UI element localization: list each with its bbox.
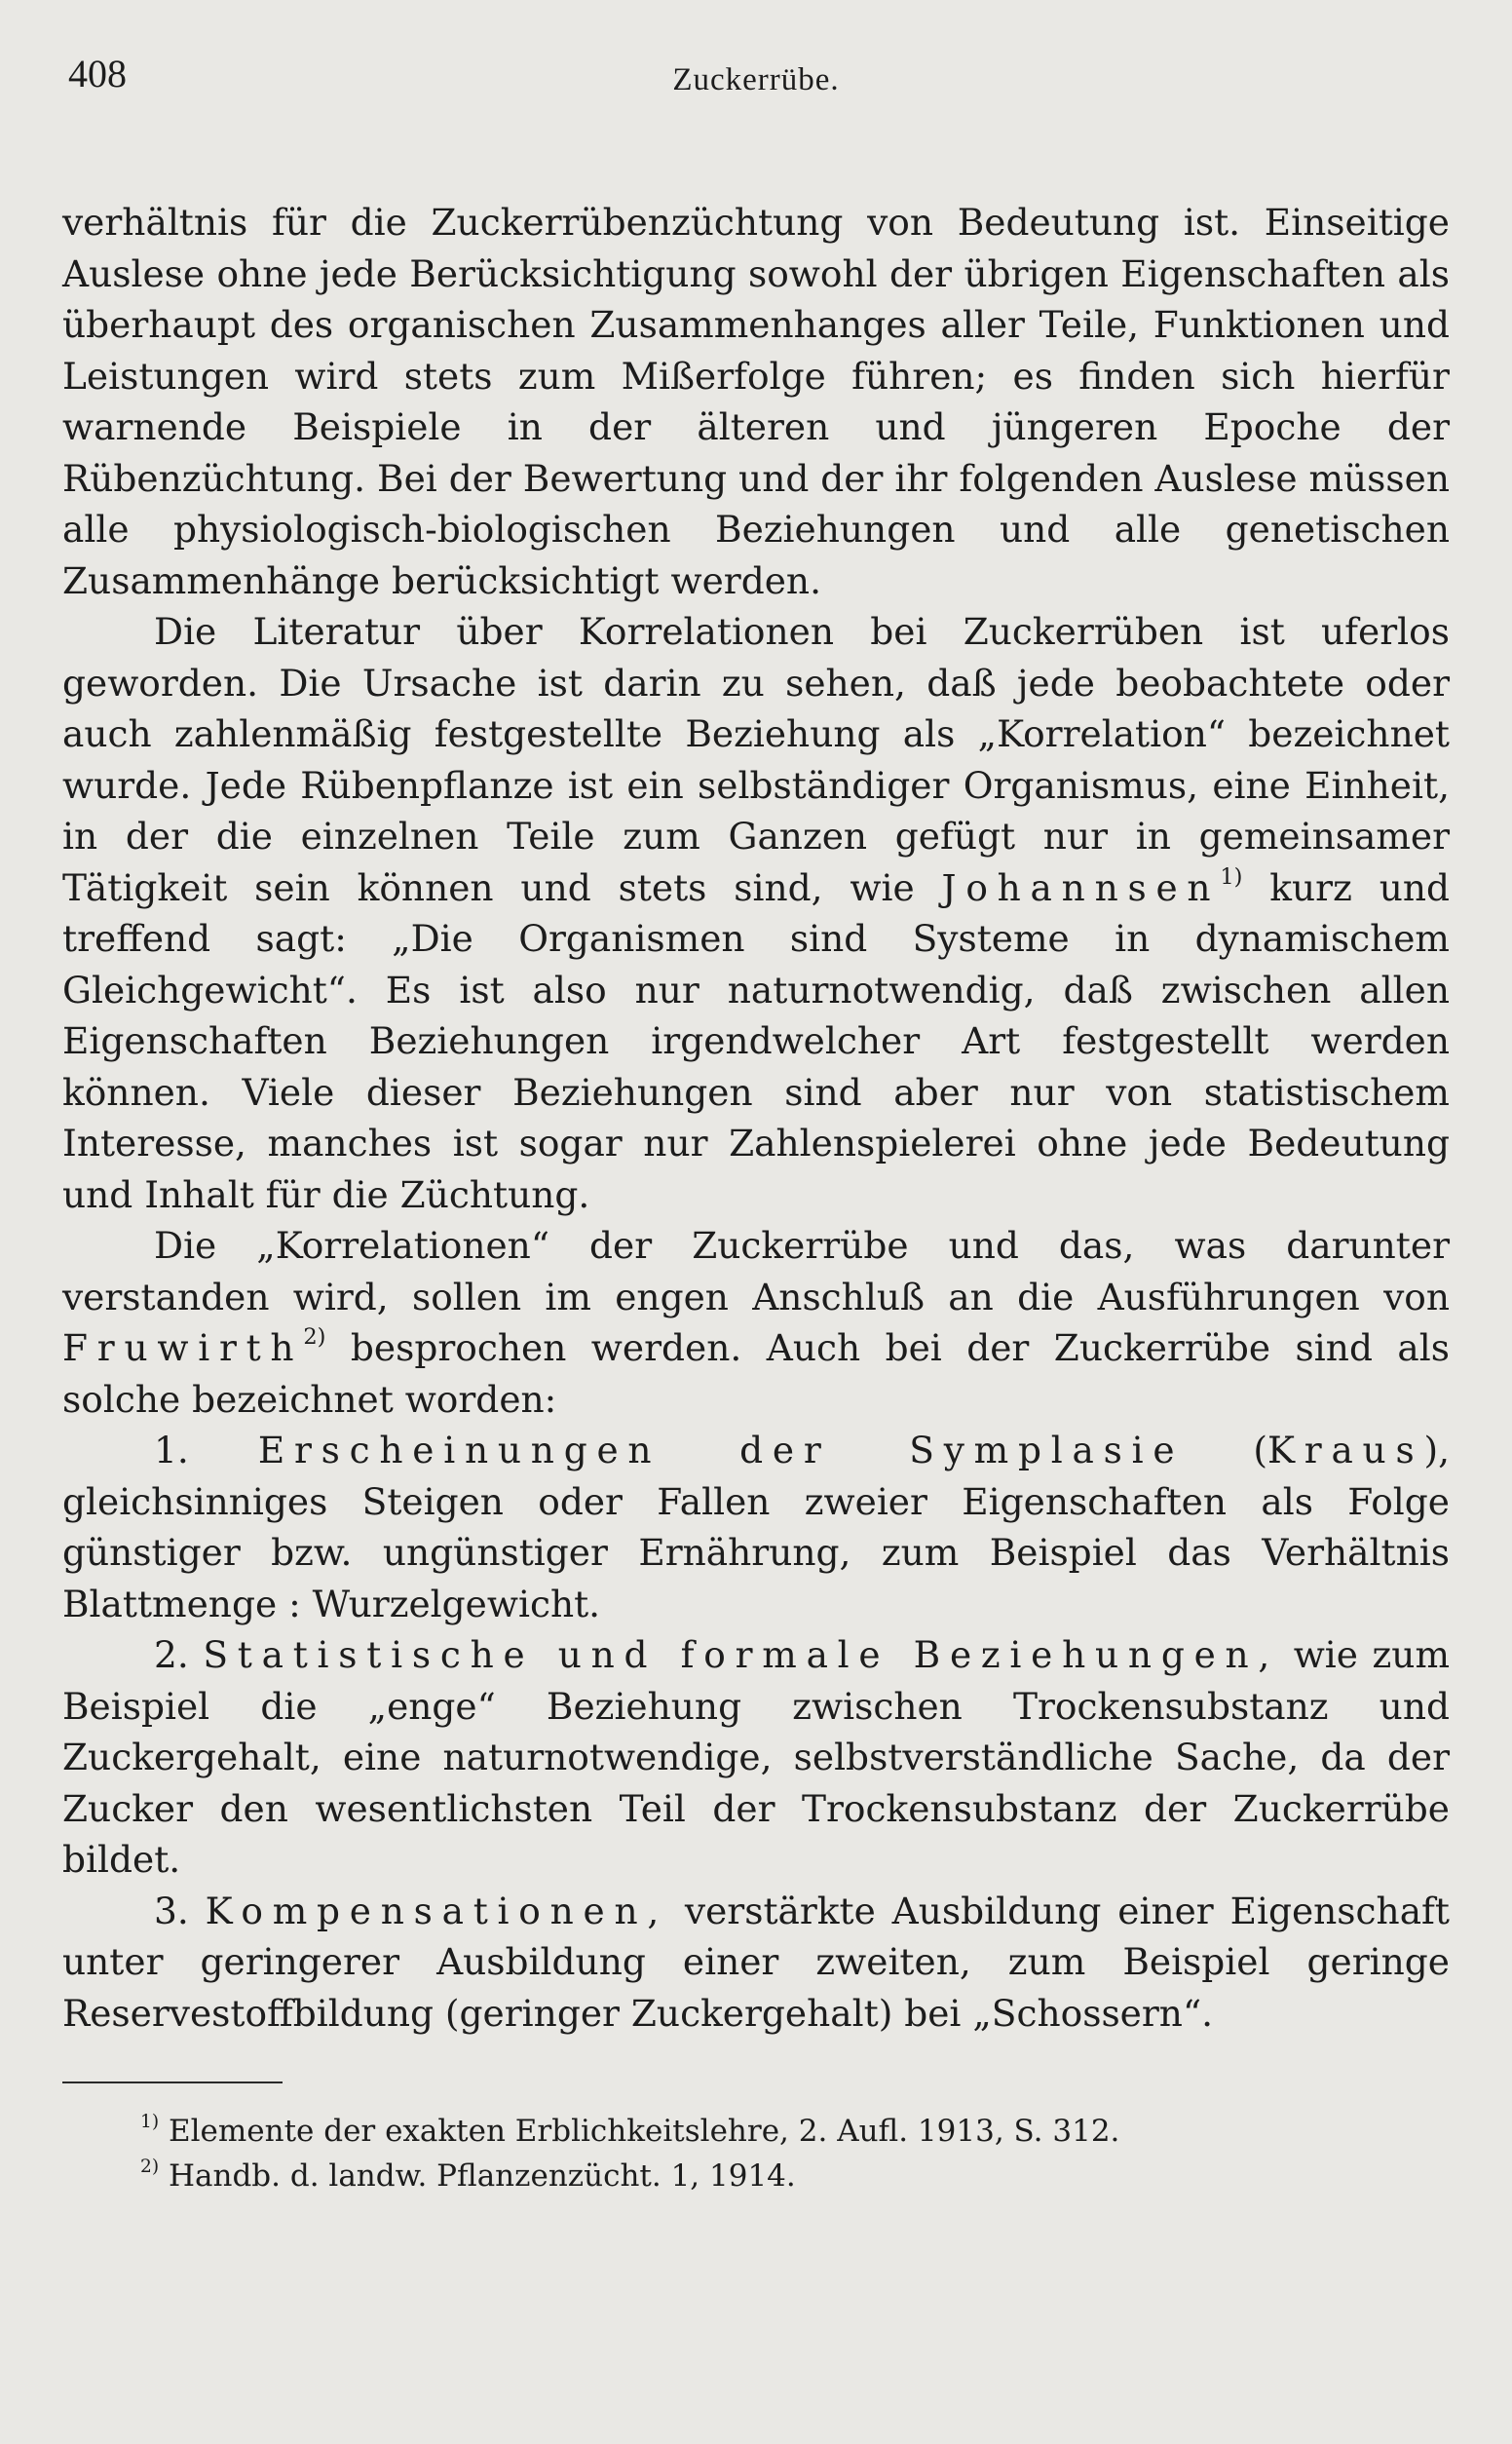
footnote-1-text: Elemente der exakten Erblichkeitslehre, 2. Aufl. 1913, S. 312. [168, 2114, 1120, 2149]
list-item-3-number: 3. [154, 1889, 189, 1932]
list-item-1-number: 1. [154, 1429, 189, 1471]
list-item-3-text: verstärkte Ausbildung einer Eigenschaft unter geringerer Ausbildung einer zweiten, zum Beispiel geringe Reservestoffbildung (geringer Zuckergehalt) bei „Schossern“. [62, 1889, 1451, 2035]
footnotes [62, 2109, 1450, 2198]
paragraph-2-text-b: kurz und treffend sagt: „Die Organismen sind Systeme in dynamischem Gleichgewicht“. Es ist also nur naturnotwendig, daß zwischen allen Eigenschaften Beziehungen irgendwelcher Art festgestellt werden können. Viele dieser Beziehungen sind aber nur von statistischem Interesse, manches ist sogar nur Zahlenspielerei ohne jede Bedeutung und Inhalt für die Züchtung. [62, 865, 1450, 1216]
author-kraus: Kraus [1267, 1429, 1424, 1471]
paragraph-2 [62, 606, 1450, 1220]
list-item-3-term: Kompensationen, [205, 1889, 669, 1932]
body-text [62, 197, 1450, 2039]
page-header [62, 47, 1450, 115]
list-item-1-term: Erscheinungen der Symplasie [257, 1429, 1185, 1471]
footnote-ref-1: 1) [1220, 863, 1243, 890]
paragraph-1: verhältnis für die Zuckerrübenzüchtung von Bedeutung ist. Einseitige Auslese ohne jede Berücksichtigung sowohl der übrigen Eigenschaften als überhaupt des organischen Zusammenhanges aller Teile, Funktionen und Leistungen wird stets zum Mißerfolge führen; es finden sich hierfür warnende Beispiele in der älteren und jüngeren Epoche der Rübenzüchtung. Bei der Bewertung und der ihr folgenden Auslese müssen alle physiologisch-biologischen Beziehungen und alle genetischen Zusammenhänge berücksichtigt werden. [62, 201, 1450, 602]
footnote-divider [62, 2081, 283, 2083]
footnote-1 [62, 2109, 1450, 2154]
paragraph-3-text-a: Die „Korrelationen“ der Zuckerrübe und das, was darunter verstanden wird, sollen im engen Anschluß an die Ausführungen von [62, 1224, 1450, 1318]
author-fruwirth: Fruwirth [62, 1326, 304, 1369]
footnote-2-text: Handb. d. landw. Pflanzenzücht. 1, 1914. [168, 2158, 796, 2194]
list-item-2-term: Statistische und formale Beziehungen, [203, 1633, 1280, 1676]
paragraph-3-text-b: besprochen werden. Auch bei der Zuckerrübe sind als solche bezeichnet worden: [62, 1326, 1450, 1421]
footnote-1-mark: 1) [140, 2112, 160, 2133]
footnote-2 [62, 2154, 1450, 2198]
footnote-2-mark: 2) [140, 2157, 160, 2178]
list-item-2 [62, 1629, 1450, 1886]
list-item-3 [62, 1886, 1450, 2040]
list-item-1-text: ), gleichsinniges Steigen oder Fallen zweier Eigenschaften als Folge günstiger bzw. ungünstiger Ernährung, zum Beispiel das Verhältnis Blattmenge : Wurzelgewicht. [62, 1429, 1451, 1625]
list-item-2-text: wie zum Beispiel die „enge“ Beziehung zwischen Trockensubstanz und Zuckergehalt, eine naturnotwendige, selbstverständliche Sache, da der Zucker den wesentlichsten Teil der Trockensubstanz der Zuckerrübe bildet. [62, 1633, 1451, 1881]
running-title: Zuckerrübe. [672, 62, 840, 97]
list-item-2-number: 2. [154, 1633, 189, 1676]
paragraph-2-text-a: Die Literatur über Korrelationen bei Zuckerrüben ist uferlos geworden. Die Ursache ist darin zu sehen, daß jede beobachtete oder auch zahlenmäßig festgestellte Beziehung als „Korrelation“ bezeichnet wurde. Jede Rübenpflanze ist ein selbständiger Organismus, eine Einheit, in der die einzelnen Teile zum Ganzen gefügt nur in gemeinsamer Tätigkeit sein können und stets sind, wie [62, 610, 1450, 909]
footnote-ref-2: 2) [303, 1324, 326, 1351]
author-johannsen: Johannsen [941, 865, 1221, 909]
paragraph-3 [62, 1220, 1450, 1425]
list-item-1: 1. Erscheinungen der Symplasie (Kraus), gleichsinniges Steigen oder Fallen zweier Eigenschaften als Folge günstiger bzw. ungünstiger Ernährung, zum Beispiel das Verhältnis Blattmenge : Wurzelgewicht. [62, 1429, 1451, 1625]
page-number: 408 [68, 52, 127, 95]
